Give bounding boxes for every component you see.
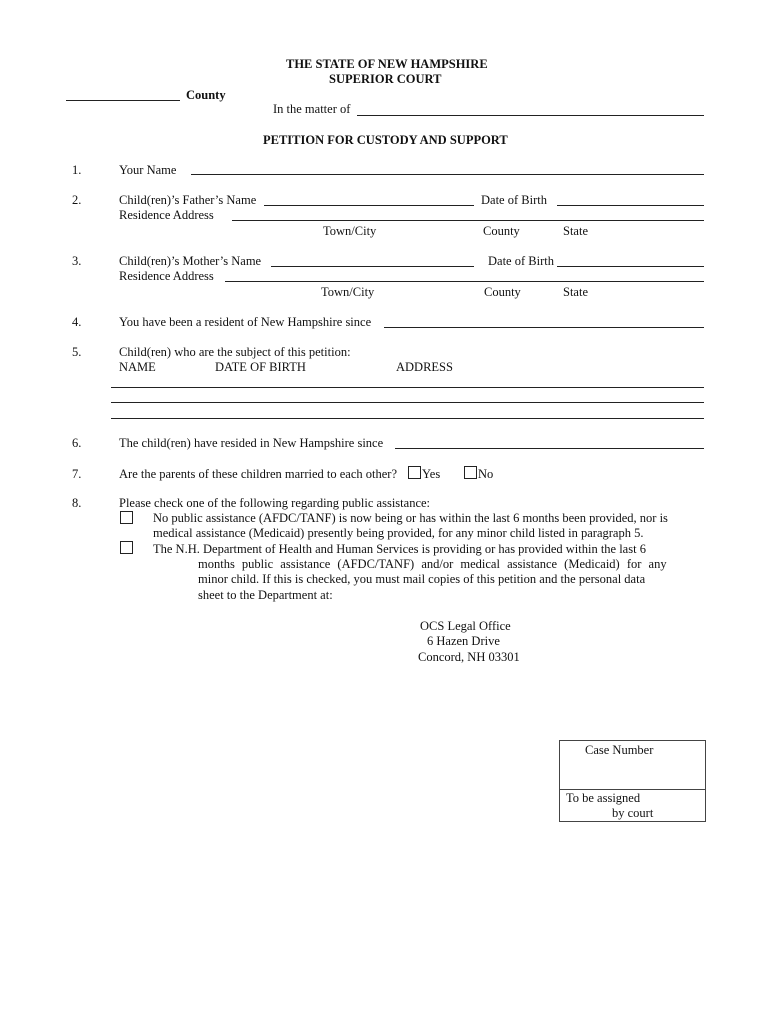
residency-field[interactable] [384,327,704,328]
child-row-1-field[interactable] [111,387,704,388]
child-row-2-field[interactable] [111,402,704,403]
mother-name-field[interactable] [271,266,474,267]
child-row-3-field[interactable] [111,418,704,419]
case-note-line-2: by court [612,806,654,820]
item-4-number: 4. [72,315,82,329]
father-state-caption: State [563,224,588,238]
children-residency-field[interactable] [395,448,704,449]
address-line-2: 6 Hazen Drive [427,634,500,648]
case-note-line-1: To be assigned [566,791,641,805]
matter-label: In the matter of [273,102,351,116]
mother-name-label: Child(ren)’s Mother’s Name [119,254,262,268]
father-town-caption: Town/City [323,224,377,238]
your-name-label: Your Name [119,163,177,177]
dhhs-assistance-text-4: sheet to the Department at: [198,588,333,602]
item-6-number: 6. [72,436,82,450]
case-number-label: Case Number [585,743,654,757]
county-field[interactable] [66,100,180,101]
residency-label: You have been a resident of New Hampshire since [119,315,372,329]
father-dob-label: Date of Birth [481,193,547,207]
father-dob-field[interactable] [557,205,704,206]
married-question: Are the parents of these children married to each other? [119,467,397,481]
dhhs-assistance-checkbox[interactable] [120,541,133,554]
father-name-label: Child(ren)’s Father’s Name [119,193,257,207]
mother-state-caption: State [563,285,588,299]
case-box-divider [560,789,705,790]
your-name-field[interactable] [191,174,704,175]
mother-county-caption: County [484,285,521,299]
father-residence-field[interactable] [232,220,704,221]
no-assistance-checkbox[interactable] [120,511,133,524]
father-county-caption: County [483,224,520,238]
mother-residence-field[interactable] [225,281,704,282]
col-address-header: ADDRESS [396,360,453,374]
mother-dob-field[interactable] [557,266,704,267]
father-residence-label: Residence Address [119,208,214,222]
item-1-number: 1. [72,163,82,177]
assistance-label: Please check one of the following regarding public assistance: [119,496,431,510]
state-title: THE STATE OF NEW HAMPSHIRE [286,57,488,71]
item-3-number: 3. [72,254,82,268]
dhhs-assistance-text-3: minor child. If this is checked, you must mail copies of this petition and the personal data [198,572,646,586]
no-assistance-text-2: medical assistance (Medicaid) presently being provided, for any minor child listed in paragraph 5. [153,526,644,540]
petition-title: PETITION FOR CUSTODY AND SUPPORT [263,133,508,147]
item-8-number: 8. [72,496,82,510]
married-no-checkbox[interactable] [464,466,477,479]
dhhs-assistance-text-2: months public assistance (AFDC/TANF) and/or medical assistance (Medicaid) for any [198,557,667,571]
item-2-number: 2. [72,193,82,207]
children-label: Child(ren) who are the subject of this petition: [119,345,351,359]
mother-town-caption: Town/City [321,285,375,299]
matter-field[interactable] [357,115,704,116]
children-residency-label: The child(ren) have resided in New Hampshire since [119,436,384,450]
address-line-3: Concord, NH 03301 [418,650,520,664]
mother-residence-label: Residence Address [119,269,214,283]
col-name-header: NAME [119,360,156,374]
mother-dob-label: Date of Birth [488,254,554,268]
married-yes-label: Yes [422,467,441,481]
court-title: SUPERIOR COURT [329,72,442,86]
item-7-number: 7. [72,467,82,481]
col-dob-header: DATE OF BIRTH [215,360,306,374]
dhhs-assistance-text-1: The N.H. Department of Health and Human Services is providing or has provided within the last 6 [153,542,646,556]
father-name-field[interactable] [264,205,474,206]
no-assistance-text-1: No public assistance (AFDC/TANF) is now being or has within the last 6 months been provided, nor is [153,511,668,525]
item-5-number: 5. [72,345,82,359]
married-no-label: No [478,467,494,481]
married-yes-checkbox[interactable] [408,466,421,479]
county-label: County [186,88,226,102]
address-line-1: OCS Legal Office [420,619,511,633]
